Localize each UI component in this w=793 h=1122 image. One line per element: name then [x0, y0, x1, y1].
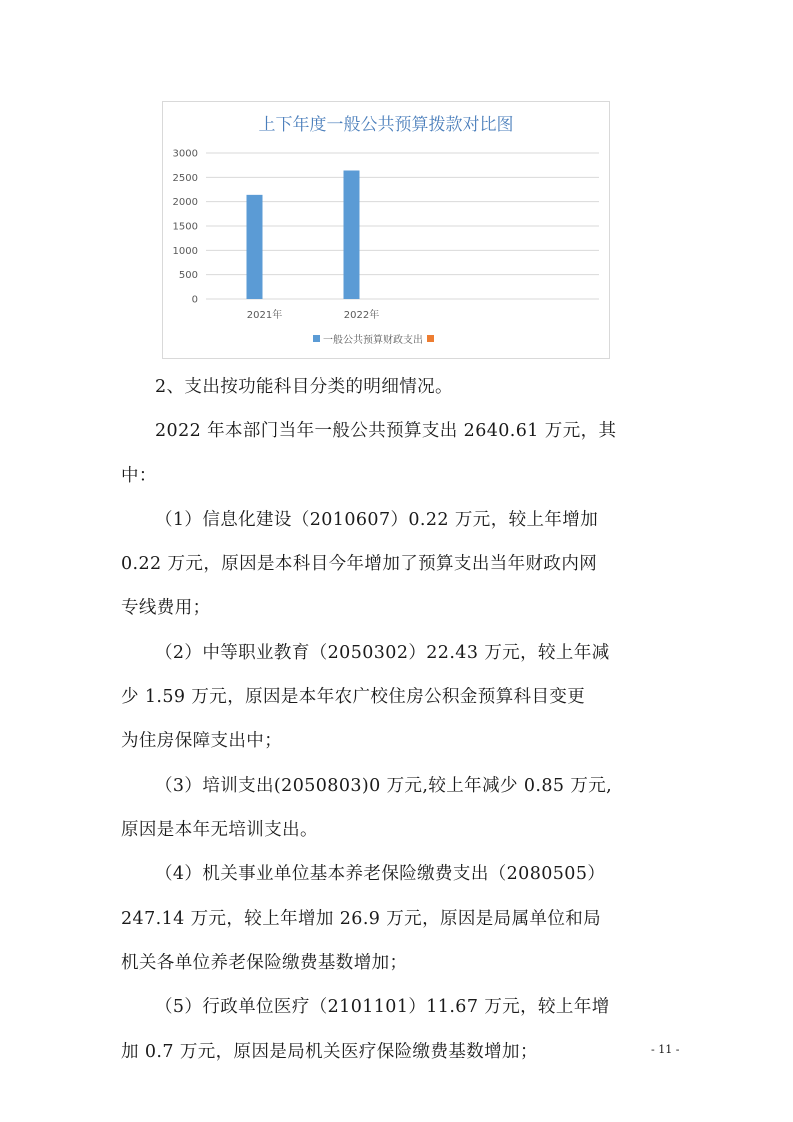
chart-title: 上下年度一般公共预算拨款对比图 — [258, 115, 514, 135]
legend-swatch — [427, 335, 434, 342]
chart-bars — [247, 170, 360, 299]
section-heading: 2、支出按功能科目分类的明细情况。 — [155, 377, 453, 397]
paragraph-line: （1）信息化建设（2010607）0.22 万元，较上年增加 — [155, 510, 599, 530]
chart-gridlines — [206, 153, 599, 299]
y-tick-label: 500 — [178, 270, 198, 282]
chart-canvas — [163, 102, 609, 358]
y-tick-label: 2000 — [172, 197, 198, 209]
paragraph-line: 加 0.7 万元，原因是局机关医疗保险缴费基数增加； — [121, 1042, 538, 1062]
paragraph-line: 专线费用； — [121, 598, 211, 618]
legend-label: 一般公共预算财政支出 — [323, 335, 423, 346]
paragraph-line: （4）机关事业单位基本养老保险缴费支出（2080505） — [155, 864, 606, 884]
x-category-label: 2021年 — [246, 310, 283, 321]
y-tick-label: 0 — [191, 294, 198, 306]
x-category-label: 2022年 — [343, 310, 380, 321]
paragraph-line: （2）中等职业教育（2050302）22.43 万元，较上年减 — [155, 643, 610, 663]
y-tick-label: 1500 — [172, 221, 198, 233]
paragraph-line: 2022 年本部门当年一般公共预算支出 2640.61 万元，其 — [155, 421, 617, 441]
y-tick-label: 2500 — [172, 172, 198, 184]
bar — [247, 195, 263, 299]
paragraph-line: （3）培训支出(2050803)0 万元,较上年减少 0.85 万元, — [155, 776, 613, 796]
paragraph-line: 247.14 万元，较上年增加 26.9 万元，原因是局属单位和局 — [121, 909, 602, 929]
y-tick-label: 3000 — [172, 148, 198, 160]
budget-comparison-chart — [162, 101, 610, 359]
legend-swatch — [313, 335, 320, 342]
page-number: - 11 - — [651, 1043, 680, 1056]
paragraph-line: 0.22 万元，原因是本科目今年增加了预算支出当年财政内网 — [121, 554, 598, 574]
paragraph-line: 为住房保障支出中； — [121, 731, 283, 751]
paragraph-line: （5）行政单位医疗（2101101）11.67 万元，较上年增 — [155, 997, 610, 1017]
chart-legend — [313, 333, 434, 346]
paragraph-line: 机关各单位养老保险缴费基数增加； — [121, 953, 408, 973]
bar — [344, 170, 360, 299]
y-axis-ticks — [173, 149, 198, 306]
paragraph-line: 少 1.59 万元，原因是本年农广校住房公积金预算科目变更 — [121, 687, 586, 707]
paragraph-line: 原因是本年无培训支出。 — [121, 820, 318, 840]
y-tick-label: 1000 — [172, 245, 198, 257]
x-axis-categories — [247, 308, 379, 321]
paragraph-line: 中： — [121, 466, 157, 486]
